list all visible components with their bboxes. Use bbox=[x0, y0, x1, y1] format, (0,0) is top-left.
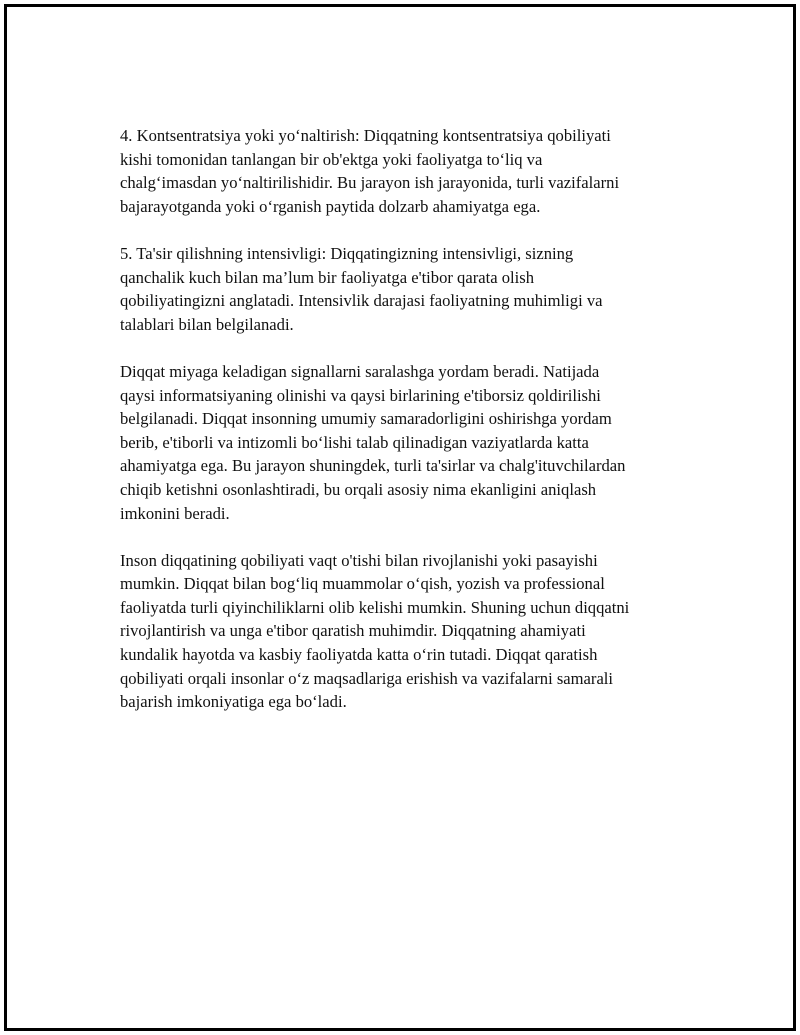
text-line: Inson diqqatining qobiliyati vaqt o'tishi bilan rivojlanishi yoki pasayishi bbox=[120, 550, 598, 570]
text-line: qobiliyatingizni anglatadi. Intensivlik darajasi faoliyatning muhimligi va bbox=[120, 291, 603, 311]
text-line: qobiliyati orqali insonlar o‘z maqsadlariga erishish va vazifalarni samarali bbox=[120, 668, 614, 688]
text-line: imkonini beradi. bbox=[120, 503, 230, 523]
text-line: faoliyatda turli qiyinchiliklarni olib kelishi mumkin. Shuning uchun diqqatni bbox=[120, 597, 630, 617]
text-line: chiqib ketishni osonlashtiradi, bu orqali asosiy nima ekanligini aniqlash bbox=[120, 479, 597, 499]
text-line: ahamiyatga ega. Bu jarayon shuningdek, turli ta'sirlar va chalg'ituvchilardan bbox=[120, 456, 626, 476]
paragraph-signal-filtering bbox=[120, 360, 705, 525]
text-line: chalg‘imasdan yo‘naltirilishidir. Bu jarayon ish jarayonida, turli vazifalarni bbox=[120, 173, 620, 193]
text-line: kishi tomonidan tanlangan bir ob'ektga yoki faoliyatga to‘liq va bbox=[120, 149, 543, 169]
text-line: Diqqat miyaga keladigan signallarni saralashga yordam beradi. Natijada bbox=[120, 361, 600, 381]
document-body bbox=[120, 124, 705, 737]
text-line: bajarayotganda yoki o‘rganish paytida dolzarb ahamiyatga ega. bbox=[120, 196, 541, 216]
text-line: 4. Kontsentratsiya yoki yo‘naltirish: Diqqatning kontsentratsiya qobiliyati bbox=[120, 126, 611, 145]
text-line: kundalik hayotda va kasbiy faoliyatda katta o‘rin tutadi. Diqqat qaratish bbox=[120, 645, 598, 665]
text-line: rivojlantirish va unga e'tibor qaratish muhimdir. Diqqatning ahamiyati bbox=[120, 621, 586, 641]
text-line: talablari bilan belgilanadi. bbox=[120, 314, 294, 334]
document-page bbox=[4, 4, 796, 1031]
paragraph-intensity bbox=[120, 242, 705, 336]
text-line: berib, e'tiborli va intizomli bo‘lishi talab qilinadigan vaziyatlarda katta bbox=[120, 432, 589, 452]
text-line: 5. Ta'sir qilishning intensivligi: Diqqatingizning intensivligi, sizning bbox=[120, 243, 574, 263]
text-line: qaysi informatsiyaning olinishi va qaysi birlarining e'tiborsiz qoldirilishi bbox=[120, 385, 601, 405]
text-line: mumkin. Diqqat bilan bog‘liq muammolar o‘qish, yozish va professional bbox=[120, 574, 605, 594]
text-line: belgilanadi. Diqqat insonning umumiy samaradorligini oshirishga yordam bbox=[120, 409, 612, 429]
paragraph-concentration bbox=[120, 124, 705, 218]
text-line: bajarish imkoniyatiga ega bo‘ladi. bbox=[120, 692, 347, 712]
paragraph-attention-development bbox=[120, 549, 705, 714]
text-line: qanchalik kuch bilan ma’lum bir faoliyatga e'tibor qarata olish bbox=[120, 267, 535, 287]
